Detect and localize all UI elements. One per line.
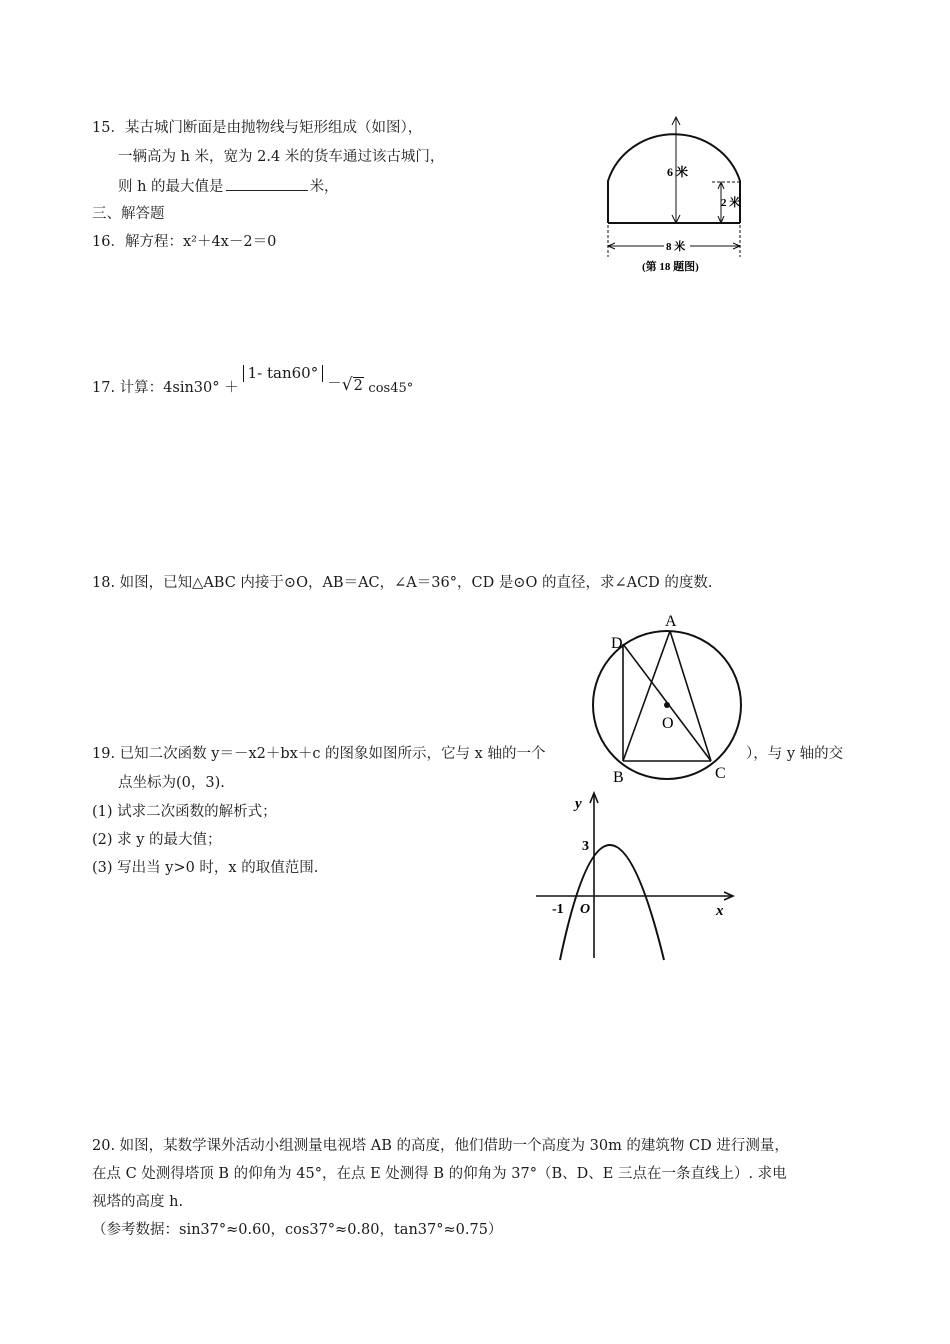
label-c: C (715, 765, 726, 782)
label-b: B (613, 769, 624, 786)
abs-expression: 1- tan60° (243, 365, 324, 382)
q17-prefix: 17. 计算：4sin30° ＋ (92, 380, 239, 396)
q19-part2: (2) 求 y 的最大值； (92, 832, 222, 848)
q15-line3-pre: 则 h 的最大值是 (118, 179, 224, 195)
gate-figure (590, 105, 760, 285)
side-label: 2 米 (721, 197, 741, 209)
parabola-curve (560, 845, 664, 960)
q17-minus: － (327, 376, 342, 392)
sqrt-radicand: 2 (353, 378, 363, 394)
x-label: x (716, 903, 724, 919)
q20-line4: （参考数据：sin37°≈0.60，cos37°≈0.80，tan37°≈0.75） (92, 1222, 503, 1238)
q19-part3: (3) 写出当 y>0 时，x 的取值范围. (92, 860, 319, 876)
label-d: D (611, 635, 623, 652)
y-label: y (575, 796, 582, 812)
parabola-graph (530, 788, 745, 963)
section-title: 三、解答题 (92, 206, 165, 222)
q19-part1: (1) 试求二次函数的解析式； (92, 804, 277, 820)
q20-line1: 20. 如图，某数学课外活动小组测量电视塔 AB 的高度，他们借助一个高度为 30m 的建筑物 CD 进行测量， (92, 1138, 789, 1154)
center-dot (664, 702, 670, 708)
three-label: 3 (582, 839, 589, 854)
q16-text: 16．解方程：x²＋4x－2＝0 (92, 234, 277, 250)
q15-line1: 15．某古城门断面是由抛物线与矩形组成（如图）， (92, 120, 423, 136)
q15-line3-post: 米， (309, 179, 339, 195)
width-label: 8 米 (666, 241, 686, 253)
q20-line2: 在点 C 处测得塔顶 B 的仰角为 45°，在点 E 处测得 B 的仰角为 37°（B、D、E 三点在一条直线上）. 求电 (92, 1166, 787, 1182)
sqrt-icon: √ (341, 375, 353, 395)
side-ac (670, 631, 711, 761)
circle-figure (580, 608, 760, 788)
q18-text: 18. 如图，已知△ABC 内接于⊙O，AB＝AC，∠A＝36°，CD 是⊙O 的直径，求∠ACD 的度数. (92, 575, 713, 591)
q19-line2: 点坐标为(0，3). (118, 775, 225, 791)
q17-suffix: cos45° (368, 381, 414, 396)
q19-line1-pre: 19. 已知二次函数 y＝－x2＋bx＋c 的图象如图所示，它与 x 轴的一个 (92, 746, 546, 762)
q17-line (92, 364, 414, 399)
q15-line2: 一辆高为 h 米，宽为 2.4 米的货车通过该古城门， (118, 149, 445, 165)
origin-label: O (580, 902, 591, 917)
label-o: O (662, 715, 674, 732)
neg-one-label: -1 (552, 902, 564, 917)
label-a: A (665, 613, 677, 630)
q15-line3 (118, 176, 339, 197)
figure-caption: (第 18 题图) (642, 261, 699, 273)
sqrt-expression (342, 375, 364, 396)
height-label: 6 米 (667, 165, 689, 179)
q20-line3: 视塔的高度 h. (92, 1194, 184, 1210)
q19-line1-post: ），与 y 轴的交 (746, 746, 844, 762)
answer-blank[interactable] (226, 176, 308, 191)
